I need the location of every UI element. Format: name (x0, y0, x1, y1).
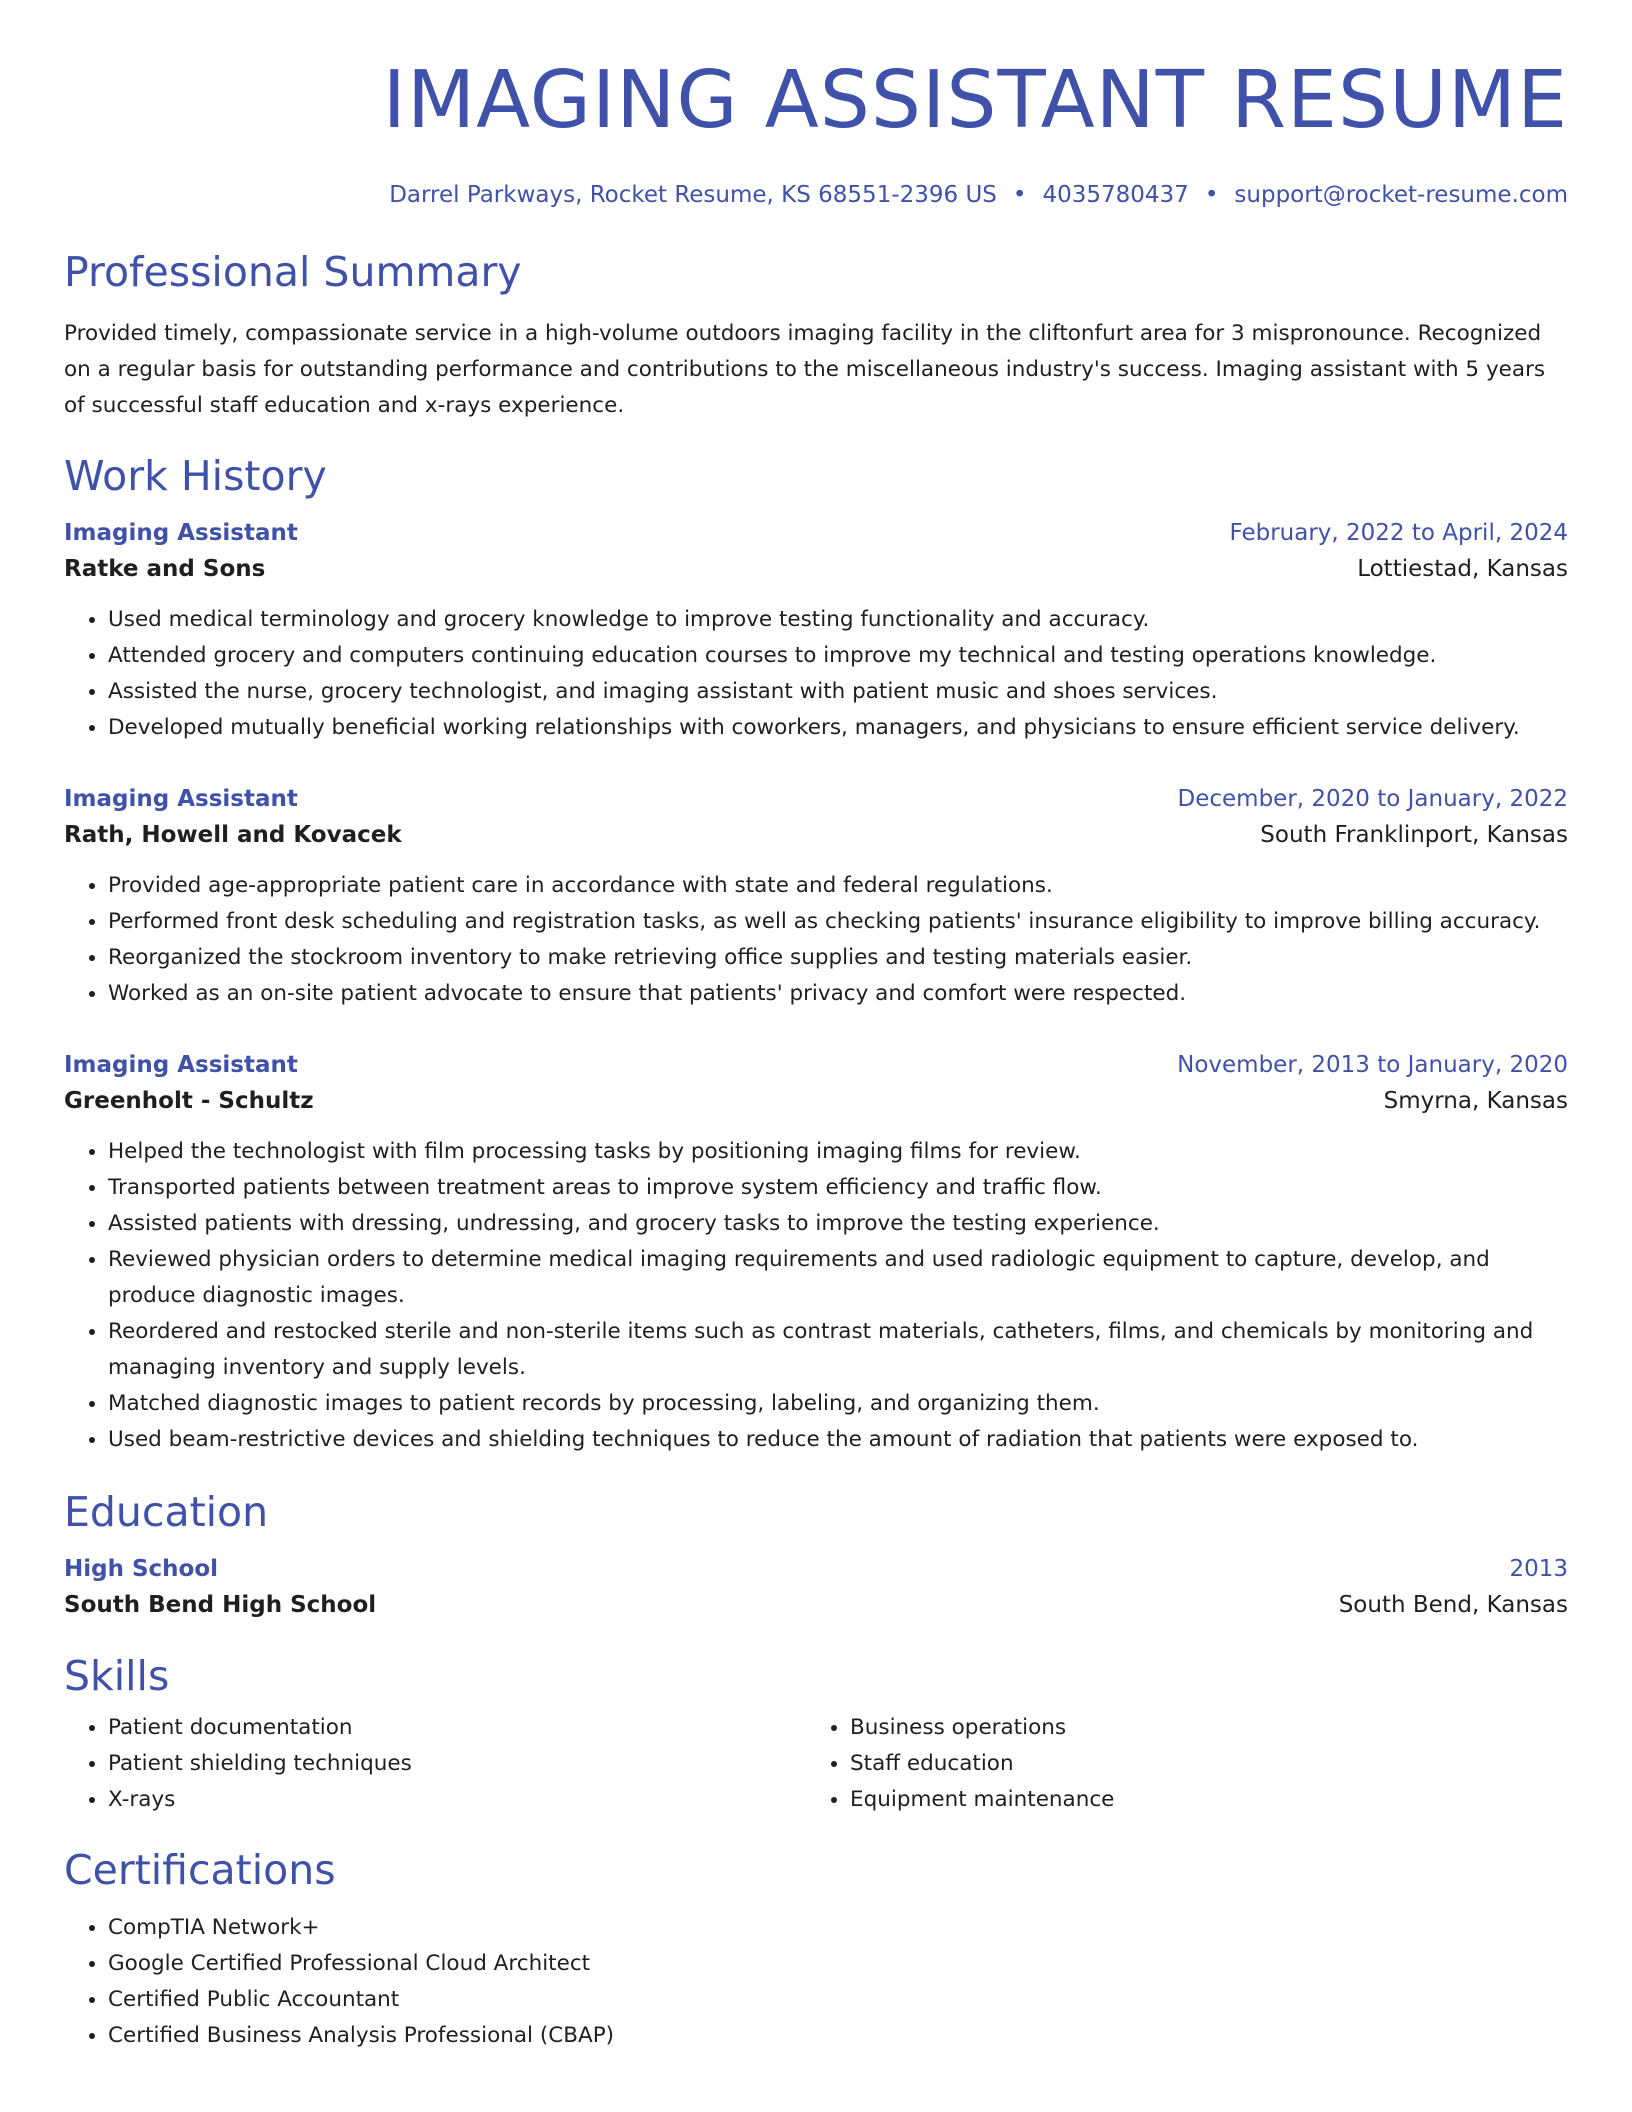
education-heading: Education (64, 1488, 269, 1536)
skills-heading: Skills (64, 1652, 170, 1700)
job-entry (64, 516, 1568, 746)
job-bullet: • Matched diagnostic images to patient records by processing, labeling, and organizing them. (108, 1386, 1568, 1422)
education-degree: High School (64, 1556, 219, 1582)
skills-column-right (806, 1710, 1548, 1818)
job-bullets (64, 868, 1568, 1012)
job-bullet: • Reorganized the stockroom inventory to make retrieving office supplies and testing materials easier. (108, 940, 1568, 976)
education-school: South Bend High School (64, 1592, 377, 1618)
job-bullet: • Performed front desk scheduling and registration tasks, as well as checking patients' insurance eligibility to improve billing accuracy. (108, 904, 1568, 940)
job-bullet: • Assisted the nurse, grocery technologist, and imaging assistant with patient music and shoes services. (108, 674, 1568, 710)
contact-phone: 4035780437 (1042, 182, 1189, 208)
job-bullet: • Helped the technologist with film processing tasks by positioning imaging films for review. (108, 1134, 1568, 1170)
skill-item: • X-rays (108, 1782, 806, 1818)
job-bullet: • Used medical terminology and grocery knowledge to improve testing functionality and accuracy. (108, 602, 1568, 638)
job-location: Smyrna, Kansas (1383, 1088, 1568, 1114)
job-location: Lottiestad, Kansas (1357, 556, 1568, 582)
job-dates: December, 2020 to January, 2022 (1177, 786, 1568, 812)
job-bullet: • Attended grocery and computers continuing education courses to improve my technical and testing operations knowledge. (108, 638, 1568, 674)
skills-list (64, 1710, 1568, 1818)
education-year: 2013 (1509, 1556, 1568, 1582)
job-bullet: • Assisted patients with dressing, undressing, and grocery tasks to improve the testing experience. (108, 1206, 1568, 1242)
job-company: Rath, Howell and Kovacek (64, 822, 402, 848)
job-bullets (64, 602, 1568, 746)
job-role: Imaging Assistant (64, 520, 298, 546)
job-bullet: • Used beam-restrictive devices and shielding techniques to reduce the amount of radiation that patients were exposed to. (108, 1422, 1568, 1458)
skill-item: • Staff education (850, 1746, 1548, 1782)
certifications-heading: Certifications (64, 1846, 336, 1894)
skills-column-left (64, 1710, 806, 1818)
job-role: Imaging Assistant (64, 1052, 298, 1078)
job-dates: November, 2013 to January, 2020 (1177, 1052, 1568, 1078)
certification-item: • CompTIA Network+ (108, 1910, 1568, 1946)
job-bullet: • Transported patients between treatment areas to improve system efficiency and traffic flow. (108, 1170, 1568, 1206)
job-bullet: • Provided age-appropriate patient care in accordance with state and federal regulations. (108, 868, 1568, 904)
summary-text: Provided timely, compassionate service in a high-volume outdoors imaging facility in the cliftonfurt area for 3 mispronounce. Recognized on a regular basis for outstanding performance and contributions to the miscellaneous industry's success. Imaging assistant with 5 years of successful staff education and x-rays experience. (64, 321, 1546, 418)
skill-item: • Equipment maintenance (850, 1782, 1548, 1818)
job-bullet: • Developed mutually beneficial working relationships with coworkers, managers, and physicians to ensure efficient service delivery. (108, 710, 1568, 746)
contact-separator: • (1204, 182, 1219, 208)
job-company: Ratke and Sons (64, 556, 266, 582)
skill-item: • Patient documentation (108, 1710, 806, 1746)
contact-line (64, 180, 1568, 210)
job-bullet: • Worked as an on-site patient advocate to ensure that patients' privacy and comfort were respected. (108, 976, 1568, 1012)
contact-email: support@rocket-resume.com (1234, 182, 1568, 208)
job-location: South Franklinport, Kansas (1260, 822, 1568, 848)
job-company: Greenholt - Schultz (64, 1088, 314, 1114)
job-entry (64, 1048, 1568, 1458)
job-role: Imaging Assistant (64, 786, 298, 812)
education-location: South Bend, Kansas (1338, 1592, 1568, 1618)
resume-title: IMAGING ASSISTANT RESUME (382, 54, 1568, 146)
skill-item: • Business operations (850, 1710, 1548, 1746)
skill-item: • Patient shielding techniques (108, 1746, 806, 1782)
certification-item: • Certified Public Accountant (108, 1982, 1568, 2018)
contact-address: Darrel Parkways, Rocket Resume, KS 68551-2396 US (389, 182, 997, 208)
summary-heading: Professional Summary (64, 248, 522, 296)
certifications-list (64, 1910, 1568, 2054)
job-entry (64, 782, 1568, 1012)
work-history-heading: Work History (64, 452, 327, 500)
job-bullets (64, 1134, 1568, 1458)
job-dates: February, 2022 to April, 2024 (1229, 520, 1568, 546)
contact-separator: • (1012, 182, 1027, 208)
certification-item: • Google Certified Professional Cloud Architect (108, 1946, 1568, 1982)
education-entry (64, 1552, 1568, 1624)
job-bullet: • Reordered and restocked sterile and non-sterile items such as contrast materials, catheters, films, and chemicals by monitoring and managing inventory and supply levels. (108, 1314, 1568, 1386)
certification-item: • Certified Business Analysis Professional (CBAP) (108, 2018, 1568, 2054)
job-bullet: • Reviewed physician orders to determine medical imaging requirements and used radiologic equipment to capture, develop, and produce diagnostic images. (108, 1242, 1568, 1314)
